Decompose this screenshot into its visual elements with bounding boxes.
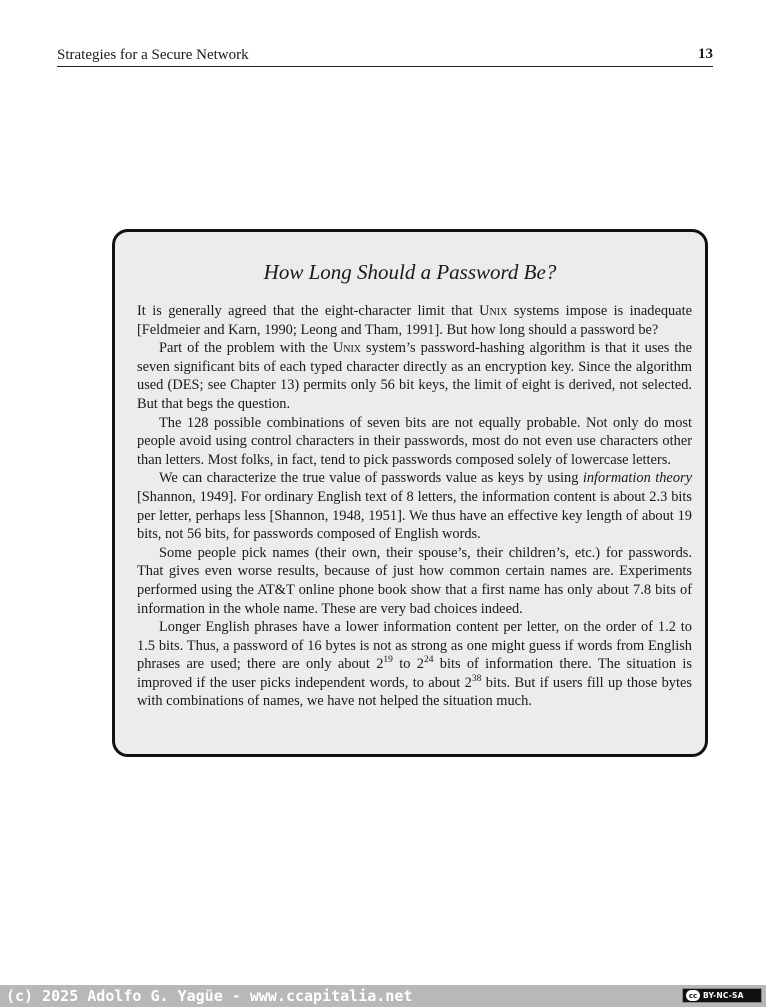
- p4-emphasis: information theory: [582, 470, 693, 487]
- p6-text-a: Longer English phrases have a lower information content per letter, on the order of 1.2 to 1.5 bits. Thus, a password of 16 bytes is not as strong as one might guess if words from English phrases are used; there are only about: [137, 619, 692, 673]
- p4-text-a: We can characterize the true value of passwords value as keys by using: [159, 470, 583, 487]
- running-header: [57, 44, 713, 67]
- unix-smallcaps: Unix: [479, 303, 508, 319]
- power-exponent: 24: [423, 655, 434, 666]
- sidebar-title: How Long Should a Password Be?: [263, 260, 557, 284]
- paragraph-4: [137, 469, 692, 543]
- power-base: 2: [416, 656, 424, 673]
- p6-text-c: bits. But if users fill up those bytes with combinations of names, we have not helped the situation much.: [137, 674, 692, 710]
- power-base: 2: [376, 656, 384, 673]
- paragraph-3: The 128 possible combinations of seven bits are not equally probable. Not only do most people avoid using control characters in their passwords, most do not even use characters other than letters. Most folks, in fact, tend to pick passwords composed solely of lowercase letters.: [137, 414, 692, 468]
- sidebar-box: [112, 229, 708, 757]
- license-text: BY-NC-SA: [703, 991, 744, 1000]
- running-title: Strategies for a Secure Network: [57, 47, 249, 63]
- cc-icon: cc: [686, 990, 700, 1001]
- unix-smallcaps: Unix: [332, 340, 362, 357]
- p1-text-b: systems impose is inadequate [Feldmeier and Karn, 1990; Leong and Tham, 1991]. But how long should a password be?: [137, 303, 692, 338]
- license-badge[interactable]: [682, 988, 762, 1003]
- power-exponent: 38: [471, 674, 482, 685]
- sidebar-body: [137, 302, 692, 711]
- p2-text-b: system’s password-hashing algorithm is that it uses the seven significant bits of each typed character directly as an encryption key. Since the algorithm used (DES; see Chapter 13) permits only 56 bit keys, the limit of eight is derived, not selected. But that begs the question.: [137, 340, 692, 412]
- page-number: 13: [698, 46, 713, 62]
- p6-text-mid2: bits of information there. The situation is improved if the user picks independent words, to about: [137, 656, 693, 691]
- p1-text-a: It is generally agreed that the eight-character limit that: [137, 303, 480, 319]
- p4-text-b: [Shannon, 1949]. For ordinary English text of 8 letters, the information content is about 2.3 bits per letter, perhaps less [Shannon, 1948, 1951]. We thus have an effective key length of about 19 bits, not 56 bits, for passwords composed of English words.: [137, 488, 692, 543]
- p2-text-a: Part of the problem with the: [159, 340, 333, 357]
- paragraph-5: Some people pick names (their own, their spouse’s, their children’s, etc.) for passwords. That gives even worse results, because of just how common certain names are. Experiments performed using the AT&T online phone book show that a first name has only about 7.8 bits of information in the whole name. These are very bad choices indeed.: [137, 544, 692, 617]
- power-exponent: 19: [383, 655, 393, 666]
- power-base: 2: [464, 674, 472, 691]
- footer-bar: [0, 985, 766, 1007]
- paragraph-6: [137, 618, 692, 711]
- paragraph-2: [137, 339, 692, 413]
- paragraph-1: [137, 302, 692, 339]
- p6-text-mid1: to: [392, 656, 417, 673]
- footer-credit: (c) 2025 Adolfo G. Yagüe - www.ccapitalia.net: [6, 987, 413, 1005]
